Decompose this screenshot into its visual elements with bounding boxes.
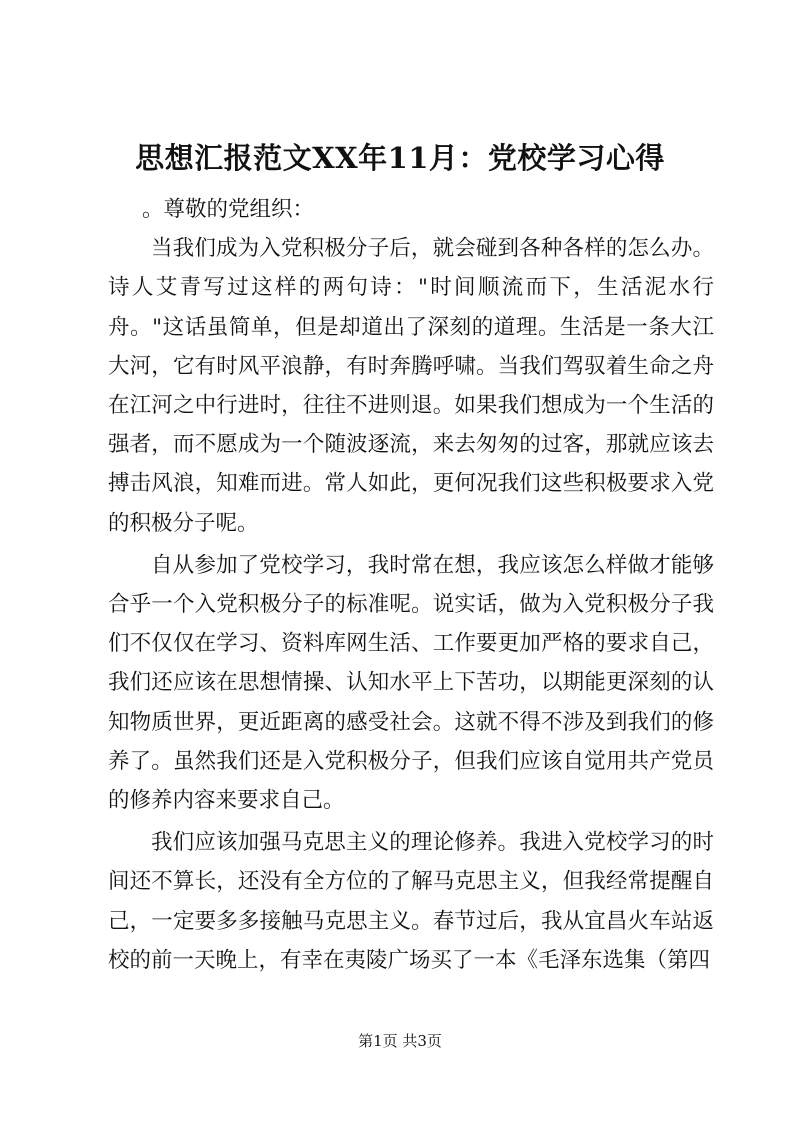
paragraph-1: 当我们成为入党积极分子后，就会碰到各种各样的怎么办。诗人艾青写过这样的两句诗："时间顺流而下，生活泥水行舟。"这话虽简单，但是却道出了深刻的道理。生活是一条大江大河，它有时风平浪静，有时奔腾呼啸。当我们驾驭着生命之舟在江河之中行进时，往往不进则退。如果我们想成为一个生活的强者，而不愿成为一个随波逐流，来去匆匆的过客，那就应该去搏击风浪，知难而进。常人如此，更何况我们这些积极要求入党的积极分子呢。 bbox=[108, 236, 714, 536]
document-title: 思想汇报范文XX年11月：党校学习心得 bbox=[135, 141, 665, 175]
salutation: 。尊敬的党组织： bbox=[142, 197, 315, 222]
paragraph-2: 自从参加了党校学习，我时常在想，我应该怎么样做才能够合乎一个入党积极分子的标准呢。说实话，做为入党积极分子我们不仅仅在学习、资料库网生活、工作要更加严格的要求自己，我们还应该在思想情操、认知水平上下苦功，以期能更深刻的认知物质世界，更近距离的感受社会。这就不得不涉及到我们的修养了。虽然我们还是入党积极分子，但我们应该自觉用共产党员的修养内容来要求自己。 bbox=[108, 552, 714, 814]
page-footer: 第1页 共3页 bbox=[358, 1032, 442, 1050]
paragraph-3: 我们应该加强马克思主义的理论修养。我进入党校学习的时间还不算长，还没有全方位的了解马克思主义，但我经常提醒自己，一定要多多接触马克思主义。春节过后，我从宜昌火车站返校的前一天晚上，有幸在夷陵广场买了一本《毛泽东选集（第四 bbox=[108, 830, 714, 973]
document-body bbox=[108, 190, 714, 980]
